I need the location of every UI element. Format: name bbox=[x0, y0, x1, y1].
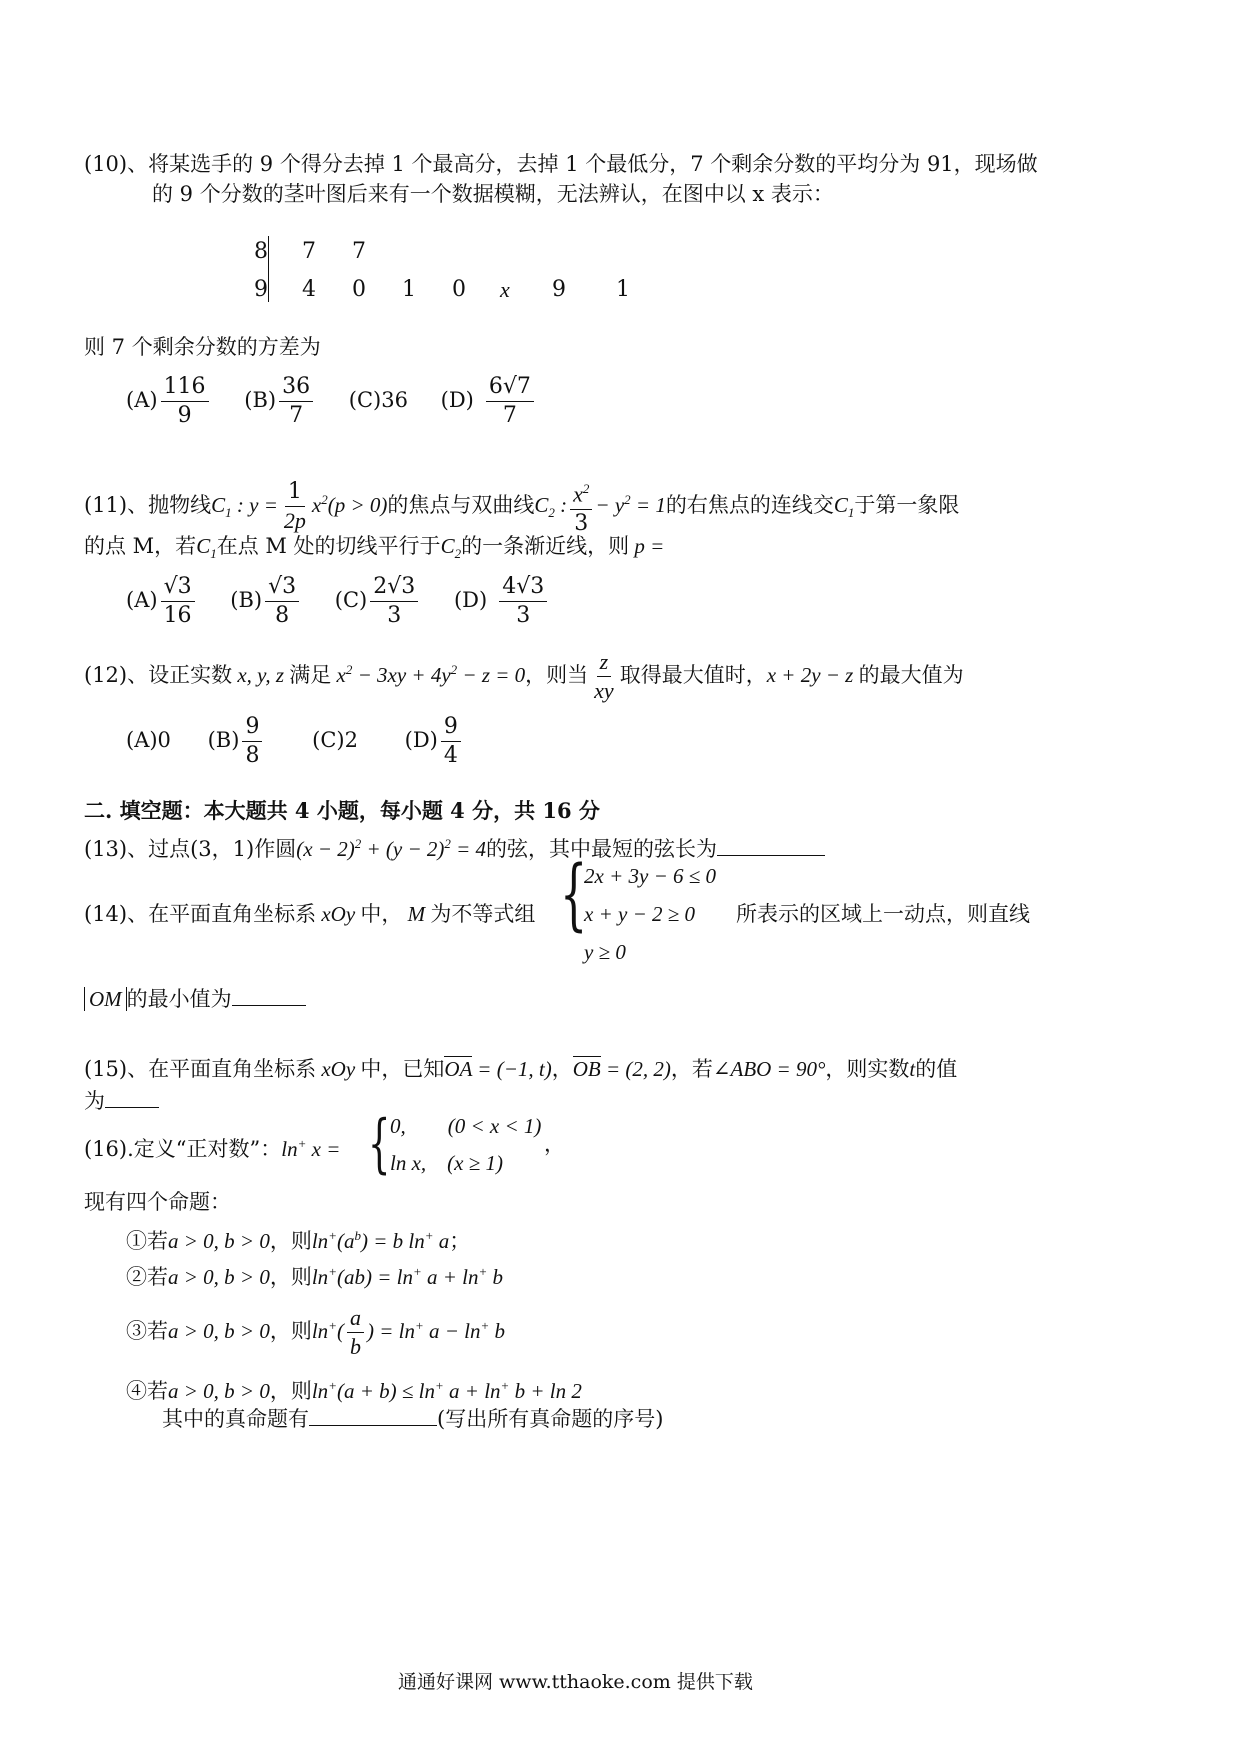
option-a-label: (A) bbox=[126, 388, 158, 412]
formula: ∠ABO = 90° bbox=[712, 1057, 826, 1081]
option-d-label: (D) bbox=[404, 728, 438, 752]
q16-text: ，则 bbox=[269, 1265, 312, 1289]
formula: OA = (−1, t) bbox=[444, 1057, 552, 1081]
q16-text: ①若 bbox=[126, 1229, 168, 1253]
numerator: 2√3 bbox=[370, 573, 418, 602]
q12-line bbox=[84, 640, 964, 703]
denominator: 7 bbox=[502, 403, 517, 428]
q15-text: 为 bbox=[84, 1089, 105, 1113]
formula: $x^2(p > 0)$ bbox=[311, 492, 388, 517]
q13-line bbox=[84, 830, 825, 863]
numerator: 36 bbox=[279, 373, 313, 402]
q11-text: 的焦点与双曲线 bbox=[387, 493, 535, 517]
proposition-1 bbox=[126, 1222, 470, 1255]
formula: OM bbox=[84, 987, 127, 1011]
option-b-fraction bbox=[242, 713, 262, 770]
option-b-label: (B) bbox=[207, 728, 240, 752]
q14-line1 bbox=[84, 900, 535, 928]
leaf: 0 bbox=[452, 277, 466, 302]
formula: ln+(ab) = ln+ a + ln+ b bbox=[311, 1264, 504, 1289]
numerator: 9 bbox=[242, 713, 262, 742]
answer-blank[interactable] bbox=[717, 835, 825, 856]
formula: a > 0, b > 0 bbox=[168, 1319, 270, 1343]
q15-line1 bbox=[84, 1055, 957, 1083]
formula: $C_1$ : y = bbox=[211, 493, 278, 521]
denominator: 16 bbox=[163, 603, 192, 628]
q12-text: 的最大值为 bbox=[858, 663, 964, 687]
fraction: $\frac{a}{b}$ bbox=[347, 1304, 364, 1361]
formula: OB = (2, 2) bbox=[572, 1057, 671, 1081]
leaf: 4 bbox=[302, 277, 316, 302]
formula: M bbox=[402, 902, 431, 926]
q16-line1 bbox=[84, 1130, 340, 1163]
q12-text: ，则当 bbox=[525, 663, 589, 687]
case: ln x, (x ≥ 1) bbox=[390, 1151, 503, 1175]
separator: ， bbox=[551, 1057, 573, 1081]
q15-text: ，则实数 bbox=[825, 1057, 910, 1081]
q12-text: 取得最大值时， bbox=[619, 663, 767, 687]
formula: ln+(a + b) ≤ ln+ a + ln+ b + ln 2 bbox=[311, 1378, 582, 1403]
q14-text: (14)、在平面直角坐标系 bbox=[84, 902, 317, 926]
q16-answer-line bbox=[162, 1405, 663, 1433]
option-a-label: (A) bbox=[126, 588, 158, 612]
footer-text: 通通好课网 www.tthaoke.com 提供下载 bbox=[398, 1671, 753, 1693]
punct: ； bbox=[449, 1229, 471, 1253]
inequality: y ≥ 0 bbox=[584, 940, 626, 964]
option-b-label: (B) bbox=[244, 388, 277, 412]
q11-options bbox=[126, 568, 550, 632]
formula: xOy bbox=[316, 902, 361, 926]
formula: x, y, z bbox=[232, 663, 290, 687]
formula: ) = ln+ a − ln+ b bbox=[366, 1318, 506, 1343]
denominator: 3 bbox=[516, 603, 531, 628]
option-c-label: (C)2 bbox=[312, 728, 358, 752]
formula: ln+ x = bbox=[281, 1136, 341, 1161]
q16-text: (16).定义“正对数”： bbox=[84, 1137, 282, 1161]
q14-text: 为不等式组 bbox=[430, 902, 536, 926]
option-d-fraction bbox=[486, 373, 534, 430]
formula: t bbox=[909, 1057, 916, 1081]
q15-text: 的值 bbox=[915, 1057, 958, 1081]
punct: ， bbox=[544, 1132, 565, 1156]
option-a-fraction bbox=[161, 573, 195, 630]
formula: $C_2$ : bbox=[534, 493, 568, 521]
option-d-fraction bbox=[499, 573, 547, 630]
denominator: 8 bbox=[245, 743, 260, 768]
formula: $\ln^+(a^b) = b$ ln+ a bbox=[311, 1228, 450, 1253]
q11-line1 bbox=[84, 470, 960, 536]
q16-text: ，则 bbox=[269, 1229, 312, 1253]
q14-line2 bbox=[84, 985, 306, 1013]
q10-options bbox=[126, 370, 537, 430]
fraction: $\frac{x^2}{3}$ bbox=[570, 475, 592, 537]
q11-text: 于第一象限 bbox=[854, 493, 960, 517]
q14-text: 中， bbox=[360, 902, 403, 926]
q11-text: 的右焦点的连线交 bbox=[665, 493, 834, 517]
numerator: 6√7 bbox=[486, 373, 534, 402]
leaf: 9 bbox=[552, 277, 566, 302]
q16-text: ，则 bbox=[269, 1319, 312, 1343]
q12-text: (12)、设正实数 bbox=[84, 663, 233, 687]
numerator: 4√3 bbox=[499, 573, 547, 602]
answer-blank[interactable] bbox=[105, 1087, 159, 1108]
answer-blank[interactable] bbox=[232, 985, 306, 1006]
leaf: 0 bbox=[352, 277, 366, 302]
formula: a > 0, b > 0 bbox=[168, 1265, 270, 1289]
q15-text: ，若 bbox=[670, 1057, 713, 1081]
option-d-label: (D) bbox=[440, 388, 474, 412]
q16-text: ②若 bbox=[126, 1265, 168, 1289]
denominator: 8 bbox=[275, 603, 290, 628]
q15-text: 中，已知 bbox=[360, 1057, 445, 1081]
stem: 8 bbox=[254, 239, 268, 264]
numerator: 9 bbox=[441, 713, 461, 742]
q15-line2 bbox=[84, 1087, 159, 1115]
formula: x + 2y − z bbox=[766, 663, 859, 687]
q15-text: (15)、在平面直角坐标系 bbox=[84, 1057, 317, 1081]
answer-blank[interactable] bbox=[309, 1405, 437, 1426]
option-b-fraction bbox=[279, 373, 313, 430]
formula: a > 0, b > 0 bbox=[168, 1379, 270, 1403]
formula: ln+( bbox=[311, 1318, 344, 1343]
proposition-4 bbox=[126, 1372, 582, 1405]
q16-text: ③若 bbox=[126, 1319, 168, 1343]
denominator: 7 bbox=[289, 403, 304, 428]
option-d-fraction bbox=[441, 713, 461, 770]
left-brace: { bbox=[368, 1107, 391, 1181]
stem: 9 bbox=[254, 277, 268, 302]
stem-divider bbox=[268, 236, 269, 302]
q13-text: 的弦，其中最短的弦长为 bbox=[486, 837, 718, 861]
case: 0, (0 < x < 1) bbox=[390, 1114, 542, 1138]
q11-text: (11)、抛物线 bbox=[84, 493, 212, 517]
formula: $C_1$ bbox=[833, 493, 855, 521]
q16-text: (写出所有真命题的序号) bbox=[437, 1407, 664, 1431]
q11-text: 的一条渐近线，则 bbox=[461, 534, 630, 558]
fraction: $\frac{z}{xy}$ bbox=[594, 649, 614, 703]
q10-question: 则 7 个剩余分数的方差为 bbox=[84, 335, 321, 359]
leaf: 1 bbox=[616, 277, 630, 302]
option-c-fraction bbox=[370, 573, 418, 630]
leaf: 7 bbox=[352, 239, 366, 264]
formula: xOy bbox=[316, 1057, 361, 1081]
formula: a > 0, b > 0 bbox=[168, 1229, 270, 1253]
denominator: 4 bbox=[443, 743, 458, 768]
fraction: $\frac{1}{2p}$ bbox=[283, 479, 306, 533]
formula: − $y^2 = 1$ bbox=[595, 492, 666, 517]
denominator: 3 bbox=[387, 603, 402, 628]
q16-text: 其中的真命题有 bbox=[162, 1407, 309, 1431]
formula: $C_1$ bbox=[196, 534, 217, 562]
option-a-fraction bbox=[161, 373, 209, 430]
numerator: √3 bbox=[161, 573, 195, 602]
option-b-label: (B) bbox=[230, 588, 263, 612]
leaf: 1 bbox=[402, 277, 416, 302]
q14-line1-tail: 所表示的区域上一动点，则直线 bbox=[736, 902, 1030, 926]
q12-options bbox=[126, 708, 464, 772]
option-b-fraction bbox=[265, 573, 299, 630]
q11-text: 在点 M 处的切线平行于 bbox=[216, 534, 441, 558]
denominator: 9 bbox=[177, 403, 192, 428]
proposition-3 bbox=[126, 1296, 506, 1359]
proposition-2 bbox=[126, 1258, 503, 1291]
q16-intro: 现有四个命题： bbox=[84, 1190, 231, 1214]
numerator: 116 bbox=[161, 373, 209, 402]
leaf: 7 bbox=[302, 239, 316, 264]
option-c-label: (C)36 bbox=[348, 388, 408, 412]
section-heading: 二. 填空题：本大题共 4 小题，每小题 4 分，共 16 分 bbox=[84, 798, 600, 823]
q11-line2 bbox=[84, 532, 664, 568]
numerator: √3 bbox=[265, 573, 299, 602]
q10-line1: (10)、将某选手的 9 个得分去掉 1 个最高分，去掉 1 个最低分，7 个剩余分数的平均分为 91，现场做 bbox=[84, 152, 1038, 176]
formula: $C_2$ bbox=[440, 534, 462, 562]
inequality: 2x + 3y − 6 ≤ 0 bbox=[584, 864, 717, 888]
q14-text: 的最小值为 bbox=[126, 987, 232, 1011]
formula: p = bbox=[629, 534, 665, 558]
q16-text: ④若 bbox=[126, 1379, 168, 1403]
option-a-label: (A)0 bbox=[126, 728, 171, 752]
formula: $x^2 - 3xy + 4y^2 - z = 0$ bbox=[331, 662, 526, 687]
q11-text: 的点 M，若 bbox=[84, 534, 197, 558]
leaf: x bbox=[500, 277, 510, 302]
formula: $(x - 2)^2 + (y - 2)^2 = 4$ bbox=[296, 836, 487, 861]
q12-text: 满足 bbox=[289, 663, 332, 687]
left-brace: { bbox=[560, 850, 588, 940]
q13-text: (13)、过点(3，1)作圆 bbox=[84, 837, 297, 861]
option-d-label: (D) bbox=[453, 588, 488, 612]
q10-line2: 的 9 个分数的茎叶图后来有一个数据模糊，无法辨认，在图中以 x 表示： bbox=[152, 182, 834, 206]
option-c-label: (C) bbox=[334, 588, 368, 612]
q16-text: ，则 bbox=[269, 1379, 312, 1403]
inequality: x + y − 2 ≥ 0 bbox=[584, 902, 696, 926]
